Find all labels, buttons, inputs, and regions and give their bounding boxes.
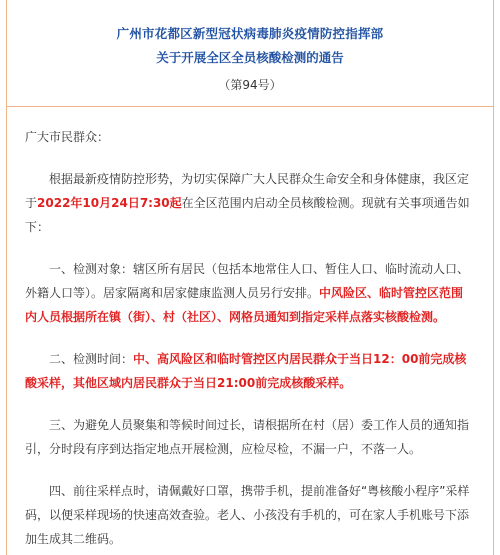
section-1-paragraph	[25, 257, 475, 329]
notice-header	[7, 0, 493, 96]
notice-body	[7, 107, 493, 551]
intro-text-after: 在全区范围内启动全员核酸检测。现就有关事项通告如下：	[25, 196, 470, 234]
section-4-text: 四、前往采样点时，请佩戴好口罩，携带手机，提前准备好“粤核酸小程序”采样码，以便采样现场的快速高效查验。老人、小孩没有手机的，可在家人手机账号下添加生成其二维码。	[25, 484, 470, 546]
notice-title-line1: 广州市花都区新型冠状病毒肺炎疫情防控指挥部	[116, 26, 384, 41]
section-1-highlight: 中风险区、临时管控区范围内人员根据所在镇（街）、村（社区）、网格员通知到指定采样点落实核酸检测。	[25, 286, 464, 324]
section-3-text: 三、为避免人员聚集和等候时间过长，请根据所在村（居）委工作人员的通知指引，分时段有序到达指定地点开展检测，应检尽检，不漏一户，不落一人。	[25, 418, 470, 456]
section-2-text: 二、检测时间：	[49, 352, 134, 366]
intro-text-before: 根据最新疫情防控形势，为切实保障广大人民群众生命安全和身体健康，我区定于	[25, 172, 470, 210]
greeting: 广大市民群众：	[25, 130, 110, 144]
section-2-paragraph	[25, 347, 475, 395]
intro-date-highlight: 2022年10月24日7:30起	[37, 196, 182, 210]
notice-number: （第94号）	[218, 78, 282, 92]
notice-title-line2: 关于开展全区全员核酸检测的通告	[156, 50, 344, 65]
section-1-text: 一、检测对象：辖区所有居民（包括本地常住人口、暂住人口、临时流动人口、外籍人口等）。居家隔离和居家健康监测人员另行安排。	[25, 262, 470, 300]
notice-document	[6, 0, 494, 555]
intro-paragraph	[25, 167, 475, 239]
section-3-paragraph	[25, 413, 475, 461]
section-4-paragraph	[25, 479, 475, 551]
section-2-highlight: 中、高风险区和临时管控区内居民群众于当日12：00前完成核酸采样，其他区域内居民群众于当日21:00前完成核酸采样。	[25, 352, 467, 390]
